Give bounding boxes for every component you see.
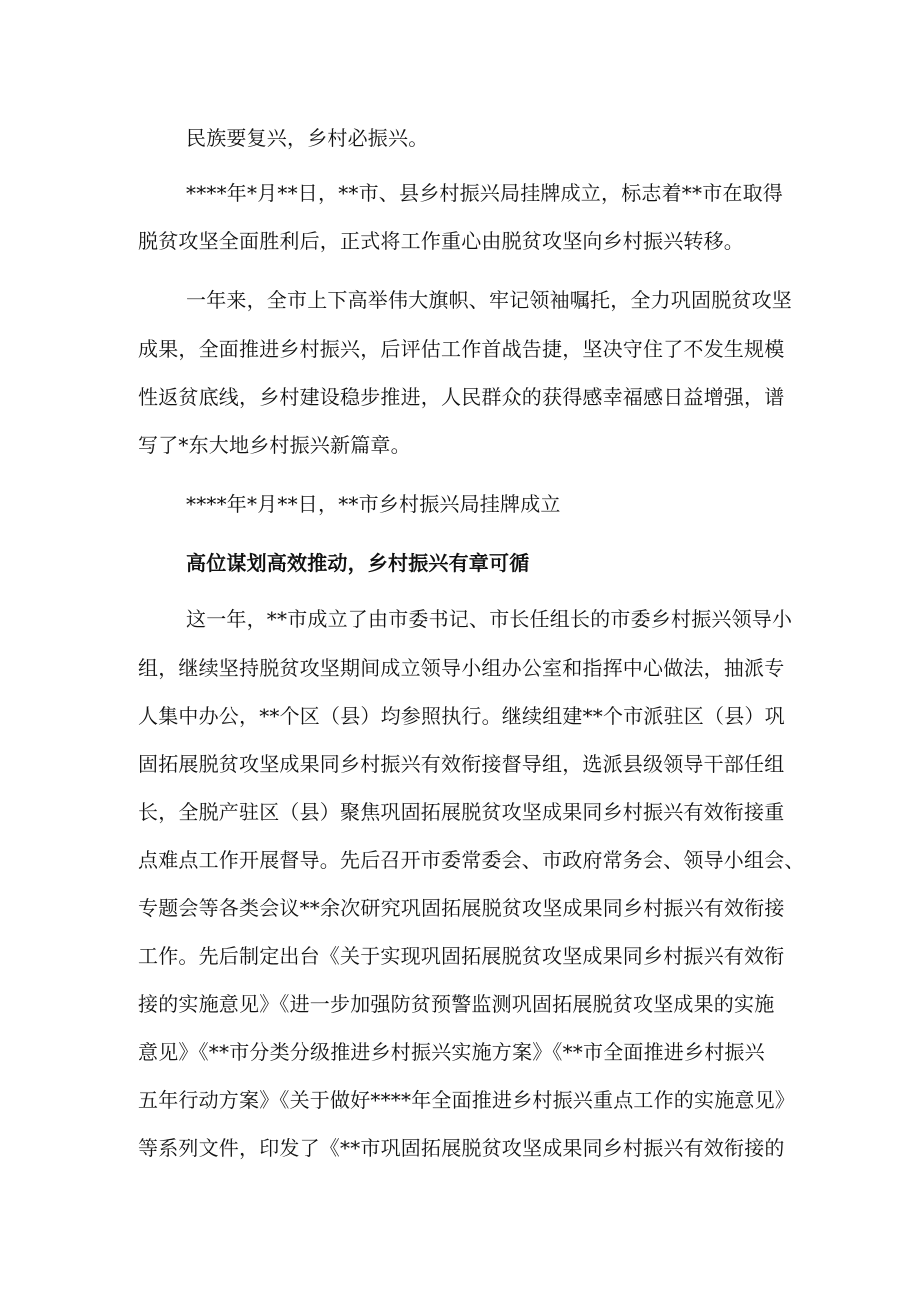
- paragraph-line: 专题会等各类会议**余次研究巩固拓展脱贫攻坚成果同乡村振兴有效衔接: [138, 896, 785, 920]
- paragraph-line: 工作。先后制定出台《关于实现巩固拓展脱贫攻坚成果同乡村振兴有效衔: [138, 944, 785, 968]
- paragraph-line: 人集中办公，**个区（县）均参照执行。继续组建**个市派驻区（县）巩: [138, 704, 785, 728]
- paragraph-line: 这一年，**市成立了由市委书记、市长任组长的市委乡村振兴领导小: [186, 607, 793, 631]
- paragraph-line: 接的实施意见》《进一步加强防贫预警监测巩固拓展脱贫攻坚成果的实施: [138, 992, 775, 1016]
- paragraph-line: 脱贫攻坚全面胜利后，正式将工作重心由脱贫攻坚向乡村振兴转移。: [138, 229, 744, 253]
- paragraph-line: ****年*月**日，**市乡村振兴局挂牌成立: [186, 492, 561, 516]
- paragraph-line: 民族要复兴，乡村必振兴。: [186, 126, 429, 150]
- paragraph-line: 五年行动方案》《关于做好****年全面推进乡村振兴重点工作的实施意见》: [138, 1088, 795, 1112]
- paragraph-line: 意见》《**市分类分级推进乡村振兴实施方案》《**市全面推进乡村振兴: [138, 1040, 765, 1064]
- paragraph-line: 等系列文件，印发了《**市巩固拓展脱贫攻坚成果同乡村振兴有效衔接的: [138, 1136, 785, 1160]
- paragraph-line: 点难点工作开展督导。先后召开市委常委会、市政府常务会、领导小组会、: [138, 848, 805, 872]
- paragraph-line: 固拓展脱贫攻坚成果同乡村振兴有效衔接督导组，选派县级领导干部任组: [138, 752, 785, 776]
- paragraph-line: 长，全脱产驻区（县）聚焦巩固拓展脱贫攻坚成果同乡村振兴有效衔接重: [138, 800, 785, 824]
- paragraph-line: ****年*月**日，**市、县乡村振兴局挂牌成立，标志着**市在取得: [186, 181, 783, 205]
- section-heading: 高位谋划高效推动，乡村振兴有章可循: [186, 551, 530, 575]
- paragraph-line: 组，继续坚持脱贫攻坚期间成立领导小组办公室和指挥中心做法，抽派专: [138, 656, 785, 680]
- paragraph-line: 写了*东大地乡村振兴新篇章。: [138, 433, 411, 457]
- paragraph-line: 成果，全面推进乡村振兴，后评估工作首战告捷，坚决守住了不发生规模: [138, 337, 785, 361]
- paragraph-line: 性返贫底线，乡村建设稳步推进，人民群众的获得感幸福感日益增强，谱: [138, 385, 785, 409]
- paragraph-line: 一年来，全市上下高举伟大旗帜、牢记领袖嘱托，全力巩固脱贫攻坚: [186, 288, 792, 312]
